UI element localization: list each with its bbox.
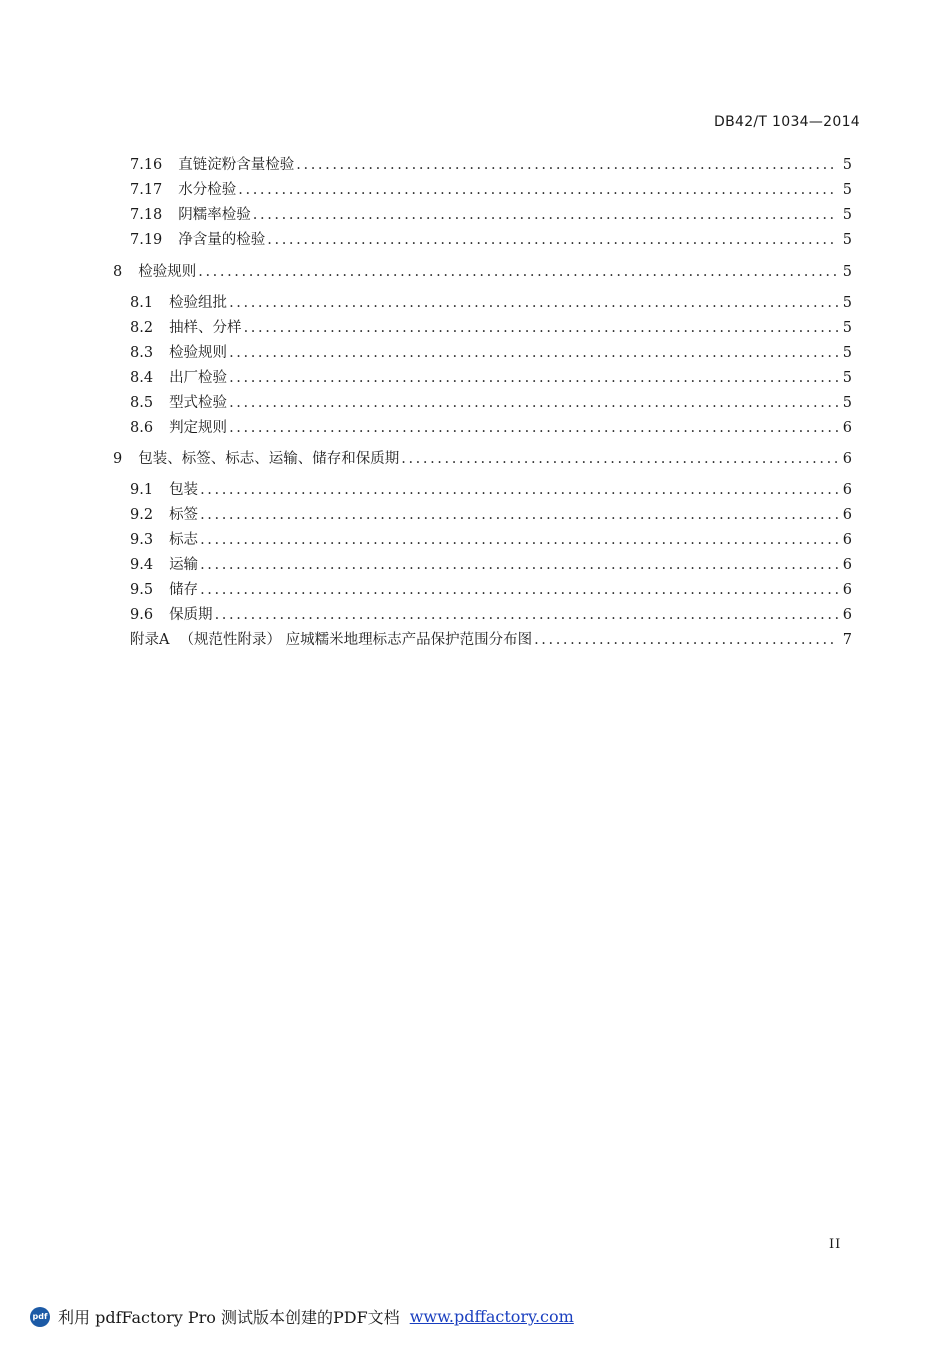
toc-leader-dots bbox=[200, 582, 838, 598]
toc-leader-dots bbox=[238, 182, 838, 198]
toc-leader-dots bbox=[401, 451, 838, 467]
toc-entry-appendix-a[interactable] bbox=[130, 628, 852, 650]
toc-page: 6 bbox=[842, 482, 852, 498]
toc-title: 水分检验 bbox=[178, 182, 237, 198]
toc-title: 出厂检验 bbox=[169, 370, 228, 386]
toc-leader-dots bbox=[229, 420, 838, 436]
toc-page: 5 bbox=[842, 295, 852, 311]
toc-entry-9-4[interactable] bbox=[130, 553, 852, 575]
toc-number: 9.1 bbox=[130, 482, 154, 498]
toc-entry-9[interactable] bbox=[113, 447, 852, 469]
toc-leader-dots bbox=[200, 532, 838, 548]
toc-entry-7-18[interactable] bbox=[130, 203, 852, 225]
toc-number: 7.17 bbox=[130, 182, 163, 198]
toc-entry-8-4[interactable] bbox=[130, 366, 852, 388]
toc-number: 8.4 bbox=[130, 370, 154, 386]
toc-leader-dots bbox=[229, 370, 838, 386]
toc-entry-9-2[interactable] bbox=[130, 503, 852, 525]
toc-entry-8-3[interactable] bbox=[130, 341, 852, 363]
toc-title: 标签 bbox=[169, 507, 199, 523]
toc-number: 9.3 bbox=[130, 532, 154, 548]
toc-page: 6 bbox=[842, 420, 852, 436]
toc-title: 净含量的检验 bbox=[178, 232, 266, 248]
toc-page: 5 bbox=[842, 264, 852, 280]
toc-title: 抽样、分样 bbox=[169, 320, 242, 336]
toc-page: 5 bbox=[842, 207, 852, 223]
footer-text: 利用 pdfFactory Pro 测试版本创建的PDF文档 bbox=[58, 1308, 400, 1327]
toc-title: 标志 bbox=[169, 532, 199, 548]
toc-leader-dots bbox=[198, 264, 838, 280]
toc-number: 7.18 bbox=[130, 207, 163, 223]
toc-title: 判定规则 bbox=[169, 420, 228, 436]
toc-leader-dots bbox=[229, 295, 838, 311]
toc-number: 9.4 bbox=[130, 557, 154, 573]
toc-leader-dots bbox=[229, 395, 838, 411]
toc-number: 8.6 bbox=[130, 420, 154, 436]
toc-entry-8-5[interactable] bbox=[130, 391, 852, 413]
toc-leader-dots bbox=[534, 632, 838, 648]
toc-leader-dots bbox=[253, 207, 838, 223]
toc-entry-8[interactable] bbox=[113, 260, 852, 282]
toc-page: 6 bbox=[842, 607, 852, 623]
toc-number: 8.1 bbox=[130, 295, 154, 311]
toc-page: 6 bbox=[842, 557, 852, 573]
toc-number: 7.16 bbox=[130, 157, 163, 173]
pdffactory-link[interactable]: www.pdffactory.com bbox=[409, 1307, 574, 1326]
toc-number: 9.2 bbox=[130, 507, 154, 523]
toc-entry-9-5[interactable] bbox=[130, 578, 852, 600]
toc-number: 9 bbox=[113, 451, 123, 467]
toc-leader-dots bbox=[215, 607, 838, 623]
toc-page: 5 bbox=[842, 232, 852, 248]
toc-page: 5 bbox=[842, 157, 852, 173]
toc-page: 6 bbox=[842, 451, 852, 467]
toc-number: 7.19 bbox=[130, 232, 163, 248]
toc-page: 6 bbox=[842, 507, 852, 523]
toc-entry-8-6[interactable] bbox=[130, 416, 852, 438]
toc-title: （规范性附录） 应城糯米地理标志产品保护范围分布图 bbox=[179, 632, 533, 648]
toc-page: 5 bbox=[842, 370, 852, 386]
toc-title: 阴糯率检验 bbox=[178, 207, 251, 223]
toc-entry-9-3[interactable] bbox=[130, 528, 852, 550]
toc-number: 9.6 bbox=[130, 607, 154, 623]
toc-title: 运输 bbox=[169, 557, 199, 573]
toc-title: 包装 bbox=[169, 482, 199, 498]
toc-entry-9-6[interactable] bbox=[130, 603, 852, 625]
toc-leader-dots bbox=[200, 557, 838, 573]
toc-leader-dots bbox=[296, 157, 838, 173]
toc-leader-dots bbox=[229, 345, 838, 361]
toc-page: 7 bbox=[842, 632, 852, 648]
toc-page: 6 bbox=[842, 532, 852, 548]
toc-number: 8.2 bbox=[130, 320, 154, 336]
toc-page: 6 bbox=[842, 582, 852, 598]
toc-entry-9-1[interactable] bbox=[130, 478, 852, 500]
toc-number: 9.5 bbox=[130, 582, 154, 598]
toc-entry-7-17[interactable] bbox=[130, 178, 852, 200]
toc-leader-dots bbox=[244, 320, 838, 336]
toc-title: 直链淀粉含量检验 bbox=[178, 157, 295, 173]
toc-leader-dots bbox=[200, 482, 838, 498]
toc-entry-8-1[interactable] bbox=[130, 291, 852, 313]
toc-number: 8 bbox=[113, 264, 123, 280]
toc-number: 附录A bbox=[130, 632, 170, 648]
toc-title: 储存 bbox=[169, 582, 199, 598]
toc-number: 8.5 bbox=[130, 395, 154, 411]
document-code: DB42/T 1034—2014 bbox=[714, 114, 860, 130]
toc-page: 5 bbox=[842, 320, 852, 336]
toc-title: 检验组批 bbox=[169, 295, 228, 311]
pdffactory-logo-icon: pdf bbox=[30, 1307, 50, 1327]
toc-page: 5 bbox=[842, 345, 852, 361]
pdffactory-footer bbox=[30, 1305, 574, 1328]
toc-page: 5 bbox=[842, 182, 852, 198]
toc-leader-dots bbox=[200, 507, 838, 523]
toc-entry-8-2[interactable] bbox=[130, 316, 852, 338]
toc-entry-7-16[interactable] bbox=[130, 153, 852, 175]
toc-entry-7-19[interactable] bbox=[130, 228, 852, 250]
toc-number: 8.3 bbox=[130, 345, 154, 361]
toc-title: 包装、标签、标志、运输、储存和保质期 bbox=[138, 451, 400, 467]
page-number: II bbox=[829, 1237, 842, 1252]
toc-leader-dots bbox=[267, 232, 838, 248]
toc-title: 型式检验 bbox=[169, 395, 228, 411]
toc-title: 检验规则 bbox=[169, 345, 228, 361]
toc-title: 检验规则 bbox=[138, 264, 197, 280]
toc-title: 保质期 bbox=[169, 607, 213, 623]
toc-page: 5 bbox=[842, 395, 852, 411]
